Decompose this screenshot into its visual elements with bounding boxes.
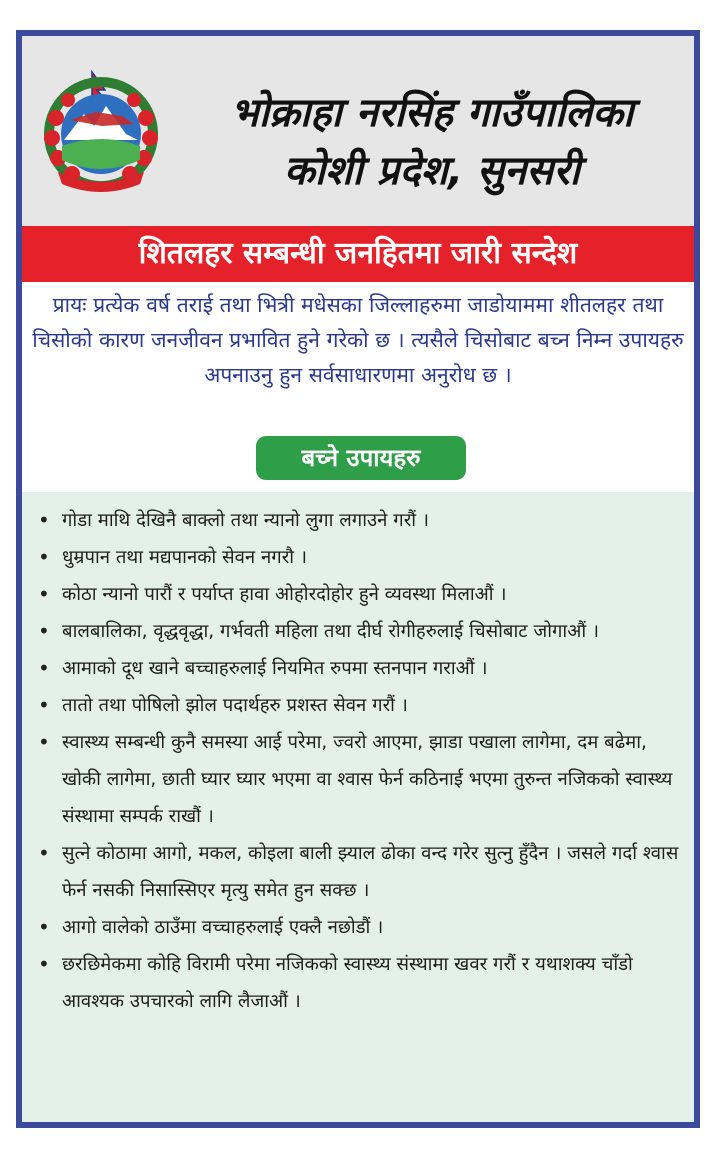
notice-header bbox=[22, 36, 694, 226]
nepal-emblem-icon bbox=[36, 68, 166, 198]
bullet-icon: • bbox=[38, 952, 50, 976]
intro-paragraph: प्रायः प्रत्येक वर्ष तराई तथा भित्री मधेसका जिल्लाहरुमा जाडोयाममा शीतलहर तथा चिसोको कारण जनजीवन प्रभावित हुने गरेको छ । त्यसैले चिसोबाट बच्न निम्न उपायहरु अपनाउनु हुन सर्वसाधारणमा अनुरोध छ । bbox=[32, 293, 684, 387]
list-item bbox=[32, 576, 680, 613]
notice-frame bbox=[16, 30, 700, 1128]
list-item-text: आमाको दूध खाने बच्चाहरुलाई नियमित रुपमा स्तनपान गराऔं । bbox=[62, 658, 488, 679]
bullet-icon: • bbox=[38, 508, 50, 532]
bullet-icon: • bbox=[38, 656, 50, 680]
list-item bbox=[32, 650, 680, 687]
list-item bbox=[32, 946, 680, 1020]
list-item bbox=[32, 613, 680, 650]
list-item bbox=[32, 539, 680, 576]
list-item-text: छरछिमेकमा कोहि विरामी परेमा नजिकको स्वास्थ्य संस्थामा खवर गरौं र यथाशक्य चाँडो आवश्यक उपचारको लागि लैजाऔं । bbox=[62, 954, 633, 1012]
list-item-text: सुत्ने कोठामा आगो, मकल, कोइला बाली झ्याल ढोका वन्द गरेर सुत्नु हुँदैन । जसले गर्दा श्वास फेर्न नसकी निसास्सिएर मृत्यु समेत हुन सक्छ । bbox=[62, 843, 679, 901]
bullet-icon: • bbox=[38, 730, 50, 754]
municipality-title bbox=[172, 84, 692, 200]
list-item bbox=[32, 909, 680, 946]
list-item bbox=[32, 724, 680, 835]
list-item-text: आगो वालेको ठाउँमा वच्चाहरुलाई एक्लै नछोडौं । bbox=[62, 917, 384, 938]
list-item bbox=[32, 687, 680, 724]
measures-list bbox=[22, 492, 694, 1020]
list-item bbox=[32, 502, 680, 539]
list-item bbox=[32, 835, 680, 909]
bullet-icon: • bbox=[38, 619, 50, 643]
list-item-text: कोठा न्यानो पारौं र पर्याप्त हावा ओहोरदोहोर हुने व्यवस्था मिलाऔं । bbox=[62, 584, 507, 605]
list-item-text: स्वास्थ्य सम्बन्धी कुनै समस्या आई परेमा, ज्वरो आएमा, झाडा पखाला लागेमा, दम बढेमा, खोकी लागेमा, छाती घ्यार घ्यार भएमा वा श्वास फेर्न कठिनाई भएमा तुरुन्त नजिकको स्वास्थ्य संस्थामा सम्पर्क राखौं । bbox=[62, 732, 673, 827]
list-item-text: गोडा माथि देखिनै बाक्लो तथा न्यानो लुगा लगाउने गरौं । bbox=[62, 510, 429, 531]
list-item-text: बालबालिका, वृद्धवृद्धा, गर्भवती महिला तथा दीर्घ रोगीहरुलाई चिसोबाट जोगाऔं । bbox=[62, 621, 599, 642]
municipality-name: भोक्राहा नरसिंह गाउँपालिका bbox=[230, 90, 634, 136]
measures-heading: बच्ने उपायहरु bbox=[256, 436, 466, 480]
bullet-icon: • bbox=[38, 915, 50, 939]
list-item-text: तातो तथा पोषिलो झोल पदार्थहरु प्रशस्त सेवन गरौं । bbox=[62, 695, 408, 716]
bullet-icon: • bbox=[38, 841, 50, 865]
measures-section bbox=[22, 492, 694, 1122]
notice-banner: शितलहर सम्बन्धी जनहितमा जारी सन्देश bbox=[22, 226, 694, 282]
bullet-icon: • bbox=[38, 545, 50, 569]
bullet-icon: • bbox=[38, 693, 50, 717]
list-item-text: धुम्रपान तथा मद्यपानको सेवन नगरौ । bbox=[62, 547, 307, 568]
province-district: कोशी प्रदेश, सुनसरी bbox=[284, 148, 580, 194]
bullet-icon: • bbox=[38, 582, 50, 606]
